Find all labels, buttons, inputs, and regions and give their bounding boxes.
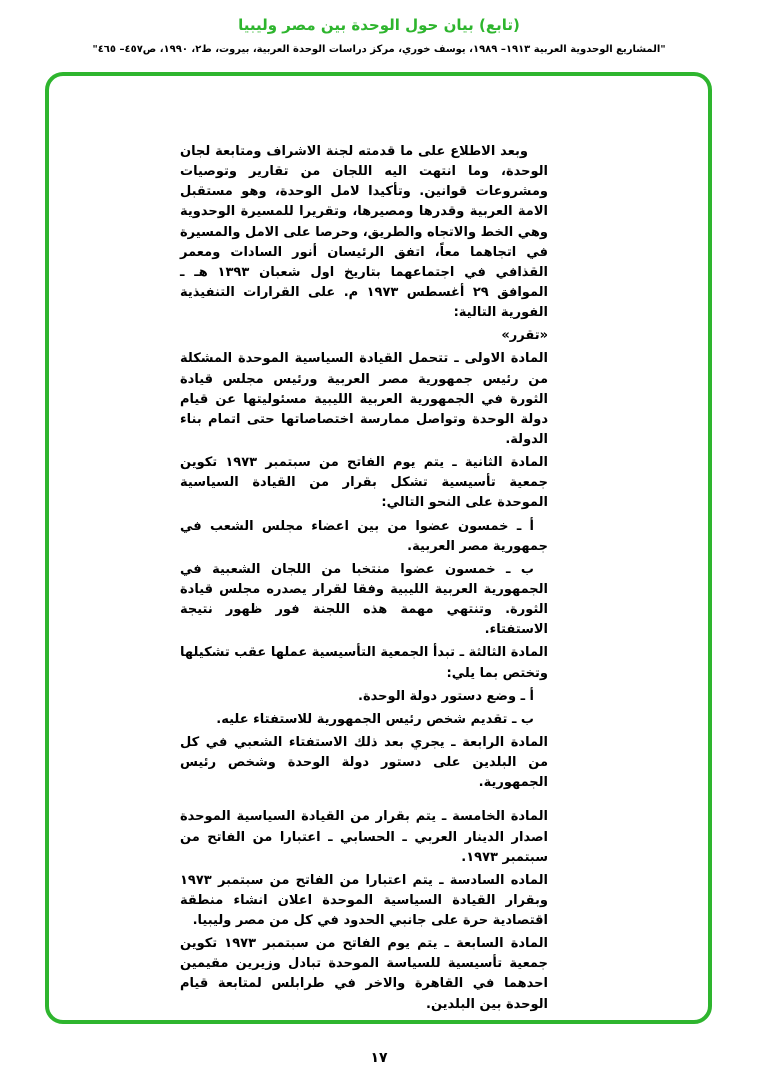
paragraph-item-b-1: ب ـ خمسون عضوا منتخبا من اللجان الشعبية في الجمهورية العربية الليبية وفقا لقرار يصدره مجلس قيادة الثورة. وتنتهي مهمة هذه اللجنة فور ظهور نتيجة الاستفتاء. xyxy=(180,561,548,638)
source-citation: "المشاريع الوحدوية العربية ١٩١٣– ١٩٨٩، يوسف خوري، مركز دراسات الوحدة العربية، بيروت، ط٢، ١٩٩٠، ص٤٥٧– ٤٦٥" xyxy=(92,44,666,55)
paragraph-article-3: المادة الثالثة ـ تبدأ الجمعية التأسيسية عملها عقب تشكيلها وتختص بما يلي: xyxy=(180,645,548,681)
paragraph-article-5: المادة الخامسة ـ يتم بقرار من القيادة السياسية الموحدة اصدار الدينار العربي ـ الحسابي ـ اعتبارا من الفاتح من سبتمبر ١٩٧٣. xyxy=(180,809,548,865)
paragraph-article-2: المادة الثانية ـ يتم يوم الفاتح من سبتمبر ١٩٧٣ تكوين جمعية تأسيسية تشكل بقرار من القيادة السياسية الموحدة على النحو التالي: xyxy=(180,455,548,511)
paragraph-article-1: المادة الاولى ـ تتحمل القيادة السياسية الموحدة المشكلة من رئيس جمهورية مصر العربية ورئيس مجلس قيادة الثورة في الجمهورية العربية الليبية مسئوليتها عن قيام دولة الوحدة وتواصل ممارسة اختصاصاتها حتى اتمام بناء الدولة. xyxy=(180,351,548,447)
page-header xyxy=(0,16,758,55)
paragraph-item-a-2: أ ـ وضع دستور دولة الوحدة. xyxy=(358,688,534,704)
paragraph-item-b-2: ب ـ تقديم شخص رئيس الجمهورية للاستفتاء عليه. xyxy=(216,711,534,727)
paragraph-preamble: وبعد الاطلاع على ما قدمته لجنة الاشراف ومتابعة لجان الوحدة، وما انتهت اليه اللجان من تقارير وتوصيات ومشروعات قوانين. وتأكيدا لامل الوحدة، وهو مستقبل الامة العربية وقدرها ومصيرها، وتقريرا للمسيرة الوحدوية وهي الخط والاتجاه والطريق، وحرصا على الامل والمسيرة في اتجاهما معاً، اتفق الرئيسان أنور السادات ومعمر القذافي في اجتماعهما بتاريخ اول شعبان ١٣٩٣ هـ ـ الموافق ٢٩ أغسطس ١٩٧٣ م. على القرارات التنفيذية الفورية التالية: xyxy=(180,144,548,321)
page-footer xyxy=(0,1050,758,1066)
green-border-frame xyxy=(45,72,712,1024)
paragraph-item-a-1: أ ـ خمسون عضوا من بين اعضاء مجلس الشعب في جمهورية مصر العربية. xyxy=(180,518,548,554)
paragraph-decree-word: «تقرر» xyxy=(501,328,548,344)
paragraph-article-6: الماده السادسة ـ يتم اعتبارا من الفاتح من سبتمبر ١٩٧٣ وبقرار القيادة السياسية الموحدة اعلان انشاء منطقة اقتصادية حرة على جانبي الحدود في كل من مصر وليبيا. xyxy=(180,872,548,929)
paragraph-article-7: المادة السابعة ـ يتم يوم الفاتح من سبتمبر ١٩٧٣ تكوين جمعية تأسيسية للسياسة الموحدة تبادل وزيرين مقيمين احدهما في القاهرة والاخر في طرابلس لمتابعة قيام الوحدة بين البلدين. xyxy=(180,936,548,1012)
paragraph-article-4: المادة الرابعة ـ يجري بعد ذلك الاستفتاء الشعبي في كل من البلدين على دستور دولة الوحدة وشخص رئيس الجمهورية. xyxy=(180,734,548,791)
document-body xyxy=(180,142,548,1018)
page-number: ١٧ xyxy=(370,1050,388,1066)
page-title: (تابع) بيان حول الوحدة بين مصر وليبيا xyxy=(238,16,520,34)
